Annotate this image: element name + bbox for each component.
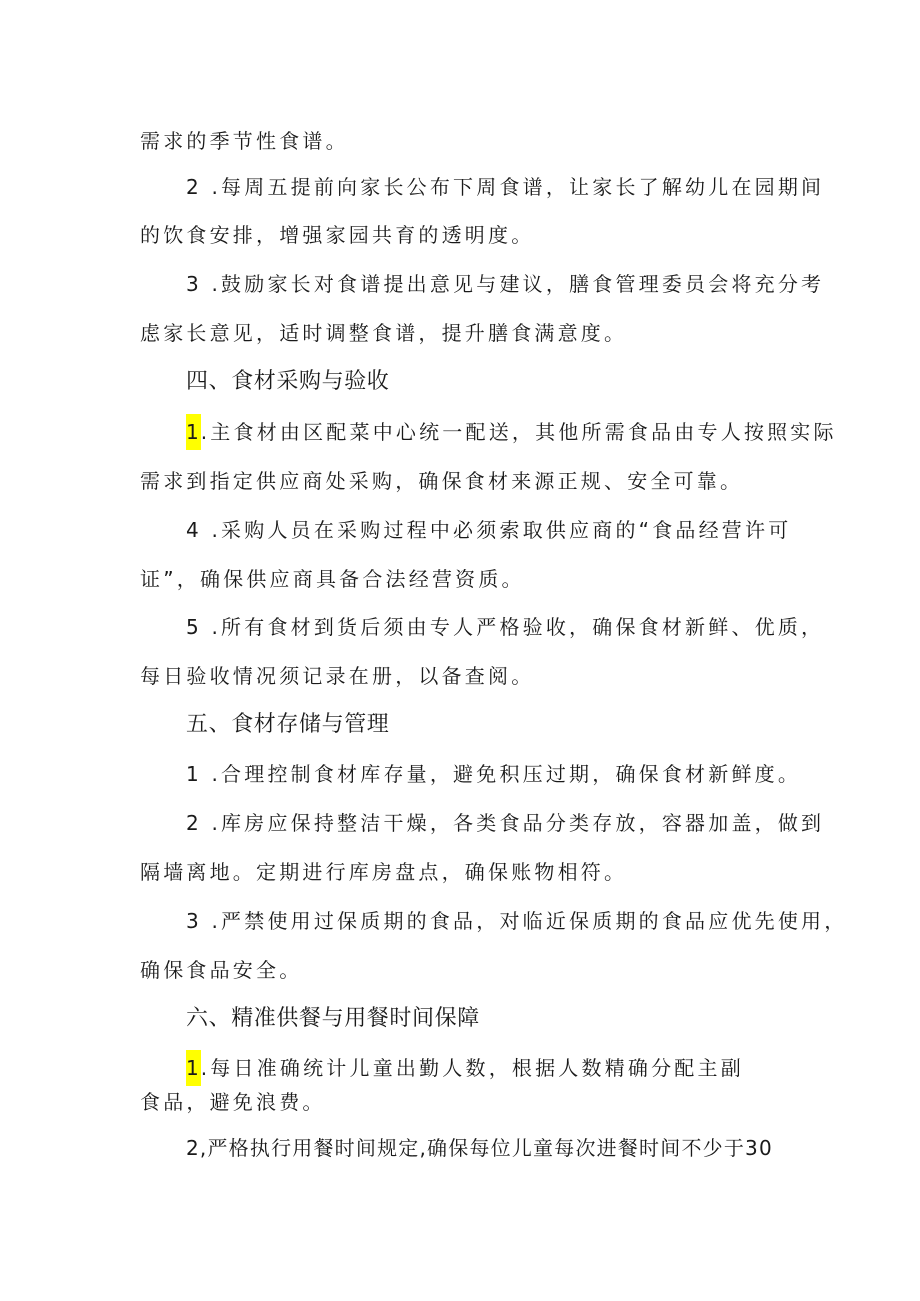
list-item-1-text: .主食材由区配菜中心统一配送，其他所需食品由专人按照实际 <box>200 420 837 444</box>
storage-item-2-line: 2 .库房应保持整洁干燥，各类食品分类存放，容器加盖，做到 <box>186 811 825 835</box>
list-item-1-line <box>186 419 837 445</box>
highlighted-number: 1 <box>186 414 201 450</box>
meal-item-1-line <box>186 1055 744 1081</box>
highlighted-number: 1 <box>186 1050 201 1086</box>
storage-item-3-line: 3 .严禁使用过保质期的食品，对临近保质期的食品应优先使用， <box>186 909 848 933</box>
storage-item-2-cont: 隔墙离地。定期进行库房盘点，确保账物相符。 <box>140 860 628 884</box>
list-item-3-line: 3 .鼓励家长对食谱提出意见与建议，膳食管理委员会将充分考 <box>186 272 825 296</box>
storage-item-1-line: 1 .合理控制食材库存量，避免积压过期，确保食材新鲜度。 <box>186 762 802 786</box>
section-heading-6: 六、精准供餐与用餐时间保障 <box>186 1006 480 1031</box>
section-heading-4: 四、食材采购与验收 <box>186 369 390 394</box>
list-item-1-cont: 需求到指定供应商处采购，确保食材来源正规、安全可靠。 <box>140 469 744 493</box>
section-heading-5: 五、食材存储与管理 <box>186 712 390 737</box>
list-item-4-cont: 证”，确保供应商具备合法经营资质。 <box>140 567 525 591</box>
list-item-4-line: 4 .采购人员在采购过程中必须索取供应商的“食品经营许可 <box>186 518 792 542</box>
storage-item-3-cont: 确保食品安全。 <box>140 958 303 982</box>
list-item-5-line: 5 .所有食材到货后须由专人严格验收，确保食材新鲜、优质， <box>186 615 825 639</box>
paragraph-line: 需求的季节性食谱。 <box>140 129 349 153</box>
list-item-5-cont: 每日验收情况须记录在册，以备查阅。 <box>140 664 535 688</box>
meal-item-2-line: 2,严格执行用餐时间规定,确保每位儿童每次进餐时间不少于30 <box>186 1136 773 1160</box>
list-item-3-cont: 虑家长意见，适时调整食谱，提升膳食满意度。 <box>140 321 628 345</box>
meal-item-1-cont: 食品，避免浪费。 <box>140 1090 326 1114</box>
meal-item-1-text: .每日准确统计儿童出勤人数，根据人数精确分配主副 <box>200 1056 744 1080</box>
list-item-2-cont: 的饮食安排，增强家园共育的透明度。 <box>140 223 535 247</box>
list-item-2-line: 2 .每周五提前向家长公布下周食谱，让家长了解幼儿在园期间 <box>186 175 825 199</box>
